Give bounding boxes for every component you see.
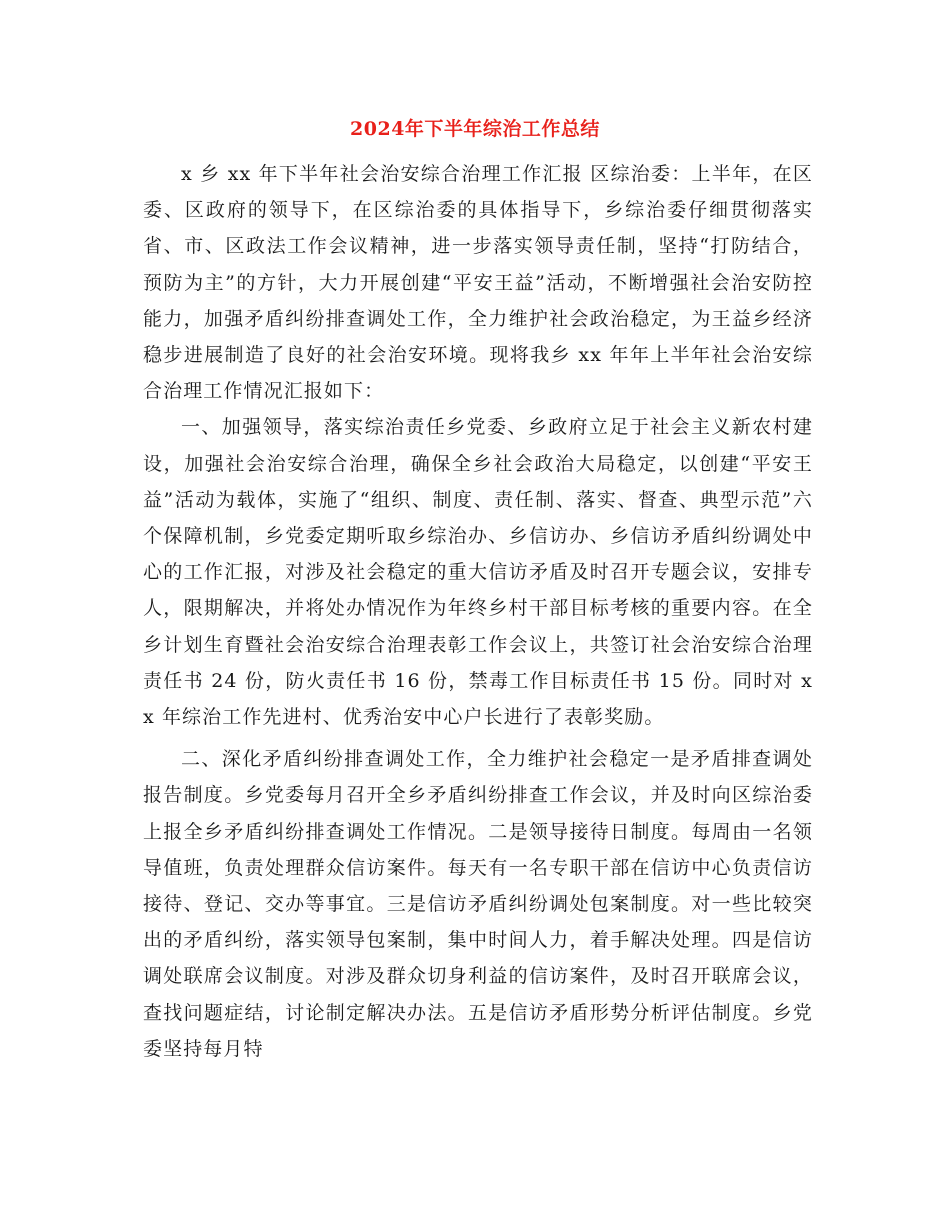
paragraph-section-two: 二、深化矛盾纠纷排查调处工作，全力维护社会稳定一是矛盾排查调处报告制度。乡党委每月召开全乡矛盾纠纷排查工作会议，并及时向区综治委上报全乡矛盾纠纷排查调处工作情况。二是领导接待日制度。每周由一名领导值班，负责处理群众信访案件。每天有一名专职干部在信访中心负责信访接待、登记、交办等事宜。三是信访矛盾纠纷调处包案制度。对一些比较突出的矛盾纠纷，落实领导包案制，集中时间人力，着手解决处理。四是信访调处联席会议制度。对涉及群众切身利益的信访案件，及时召开联席会议，查找问题症结，讨论制定解决办法。五是信访矛盾形势分析评估制度。乡党委坚持每月特 <box>143 748 813 1060</box>
document-body <box>143 156 813 1067</box>
paragraph-section-one: 一、加强领导，落实综治责任乡党委、乡政府立足于社会主义新农村建设，加强社会治安综合治理，确保全乡社会政治大局稳定，以创建“平安王益”活动为载体，实施了“组织、制度、责任制、落实、督查、典型示范”六个保障机制，乡党委定期听取乡综治办、乡信访办、乡信访矛盾纠纷调处中心的工作汇报，对涉及社会稳定的重大信访矛盾及时召开专题会议，安排专人，限期解决，并将处办情况作为年终乡村干部目标考核的重要内容。在全乡计划生育暨社会治安综合治理表彰工作会议上，共签订社会治安综合治理责任书 24 份，防火责任书 16 份，禁毒工作目标责任书 15 份。同时对 xx 年综治工作先进村、优秀治安中心户长进行了表彰奖励。 <box>143 416 813 729</box>
document-title: 2024年下半年综治工作总结 <box>350 118 600 140</box>
paragraph-intro: x 乡 xx 年下半年社会治安综合治理工作汇报 区综治委：上半年，在区委、区政府的领导下，在区综治委的具体指导下，乡综治委仔细贯彻落实省、市、区政法工作会议精神，进一步落实领导责任制，坚持“打防结合，预防为主”的方针，大力开展创建“平安王益”活动，不断增强社会治安防控能力，加强矛盾纠纷排查调处工作，全力维护社会政治稳定，为王益乡经济稳步进展制造了良好的社会治安环境。现将我乡 xx 年年上半年社会治安综合治理工作情况汇报如下： <box>143 163 813 403</box>
